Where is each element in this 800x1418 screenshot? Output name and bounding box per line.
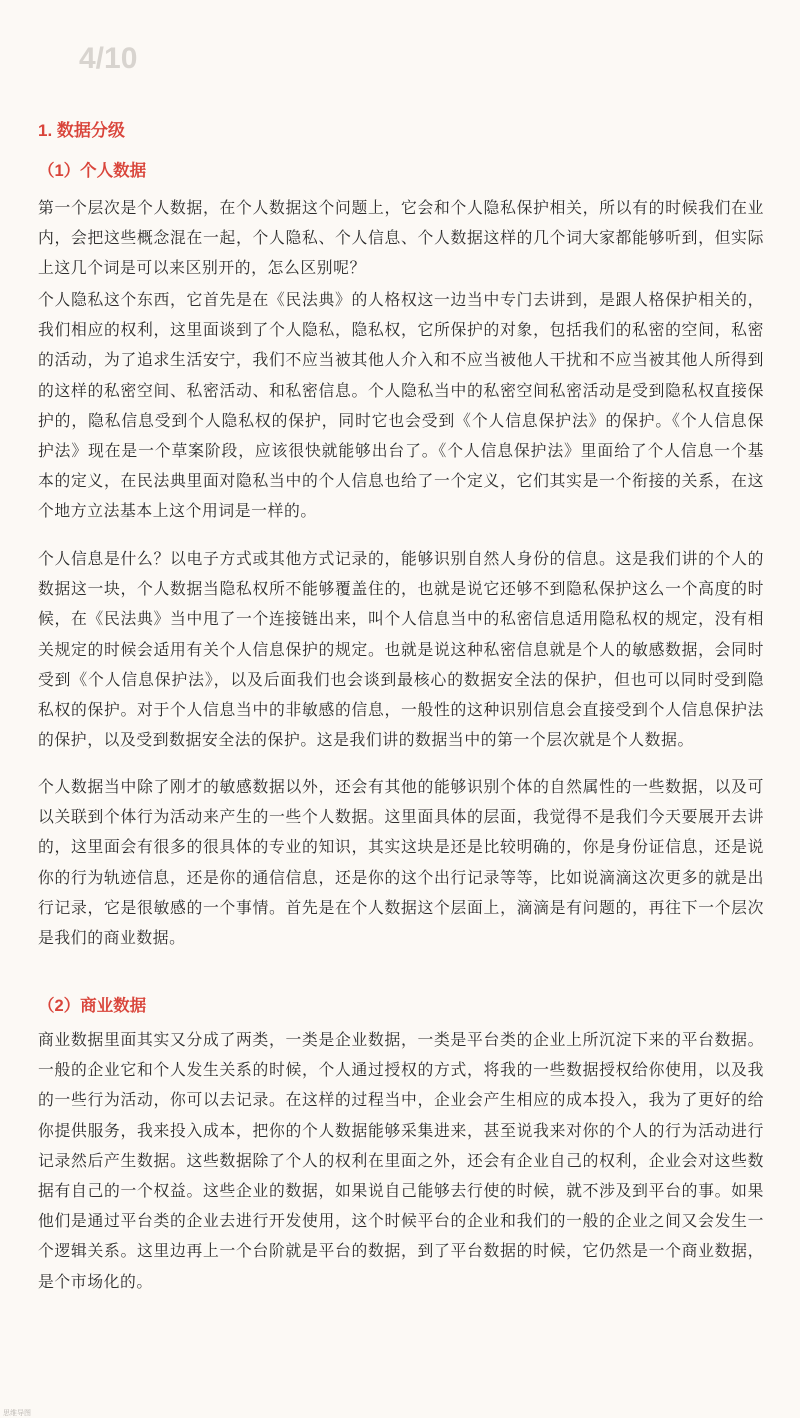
paragraph: 第一个层次是个人数据，在个人数据这个问题上，它会和个人隐私保护相关，所以有的时候我们在业内，会把这些概念混在一起，个人隐私、个人信息、个人数据这样的几个词大家都能够听到，但实际上这几个词是可以来区别开的，怎么区别呢？ <box>38 198 764 278</box>
paragraph: 个人隐私这个东西，它首先是在《民法典》的人格权这一边当中专门去讲到，是跟人格保护相关的，我们相应的权利，这里面谈到了个人隐私，隐私权，它所保护的对象，包括我们的私密的空间，私密的活动，为了追求生活安宁，我们不应当被其他人介入和不应当被他人干扰和不应当被其他人所得到的这样的私密空间、私密活动、和私密信息。个人隐私当中的私密空间私密活动是受到隐私权直接保护的，隐私信息受到个人隐私权的保护，同时它也会受到《个人信息保护法》的保护。《个人信息保护法》现在是一个草案阶段，应该很快就能够出台了。《个人信息保护法》里面给了个人信息一个基本的定义，在民法典里面对隐私当中的个人信息也给了一个定义，它们其实是一个衔接的关系，在这个地方立法基本上这个用词是一样的。 <box>38 290 764 521</box>
subsection-title-personal-data: （1）个人数据 <box>38 162 147 180</box>
paragraph: 个人数据当中除了刚才的敏感数据以外，还会有其他的能够识别个体的自然属性的一些数据，以及可以关联到个体行为活动来产生的一些个人数据。这里面具体的层面，我觉得不是我们今天要展开去讲的，这里面会有很多的很具体的专业的知识，其实这块是还是比较明确的，你是身份证信息，还是说你的行为轨迹信息，还是你的通信信息，还是你的这个出行记录等等，比如说滴滴这次更多的就是出行记录，它是很敏感的一个事情。首先是在个人数据这个层面上，滴滴是有问题的，再往下一个层次是我们的商业数据。 <box>38 777 764 948</box>
subsection-title-business-data: （2）商业数据 <box>38 997 147 1015</box>
watermark: 思维导图 <box>3 1410 31 1417</box>
section-title: 1. 数据分级 <box>38 121 125 140</box>
page-counter: 4/10 <box>79 42 138 75</box>
paragraph: 商业数据里面其实又分成了两类，一类是企业数据，一类是平台类的企业上所沉淀下来的平台数据。一般的企业它和个人发生关系的时候，个人通过授权的方式，将我的一些数据授权给你使用，以及我的一些行为活动，你可以去记录。在这样的过程当中，企业会产生相应的成本投入，我为了更好的给你提供服务，我来投入成本，把你的个人数据能够采集进来，甚至说我来对你的个人的行为活动进行记录然后产生数据。这些数据除了个人的权利在里面之外，还会有企业自己的权利，企业会对这些数据有自己的一个权益。这些企业的数据，如果说自己能够去行使的时候，就不涉及到平台的事。如果他们是通过平台类的企业去进行开发使用，这个时候平台的企业和我们的一般的企业之间又会发生一个逻辑关系。这里边再上一个台阶就是平台的数据，到了平台数据的时候，它仍然是一个商业数据，是个市场化的。 <box>38 1030 764 1291</box>
paragraph: 个人信息是什么？以电子方式或其他方式记录的，能够识别自然人身份的信息。这是我们讲的个人的数据这一块，个人数据当隐私权所不能够覆盖住的，也就是说它还够不到隐私保护这么一个高度的时候，在《民法典》当中甩了一个连接链出来，叫个人信息当中的私密信息适用隐私权的规定，没有相关规定的时候会适用有关个人信息保护的规定。也就是说这种私密信息就是个人的敏感数据，会同时受到《个人信息保护法》，以及后面我们也会谈到最核心的数据安全法的保护，但也可以同时受到隐私权的保护。对于个人信息当中的非敏感的信息，一般性的这种识别信息会直接受到个人信息保护法的保护，以及受到数据安全法的保护。这是我们讲的数据当中的第一个层次就是个人数据。 <box>38 549 764 750</box>
